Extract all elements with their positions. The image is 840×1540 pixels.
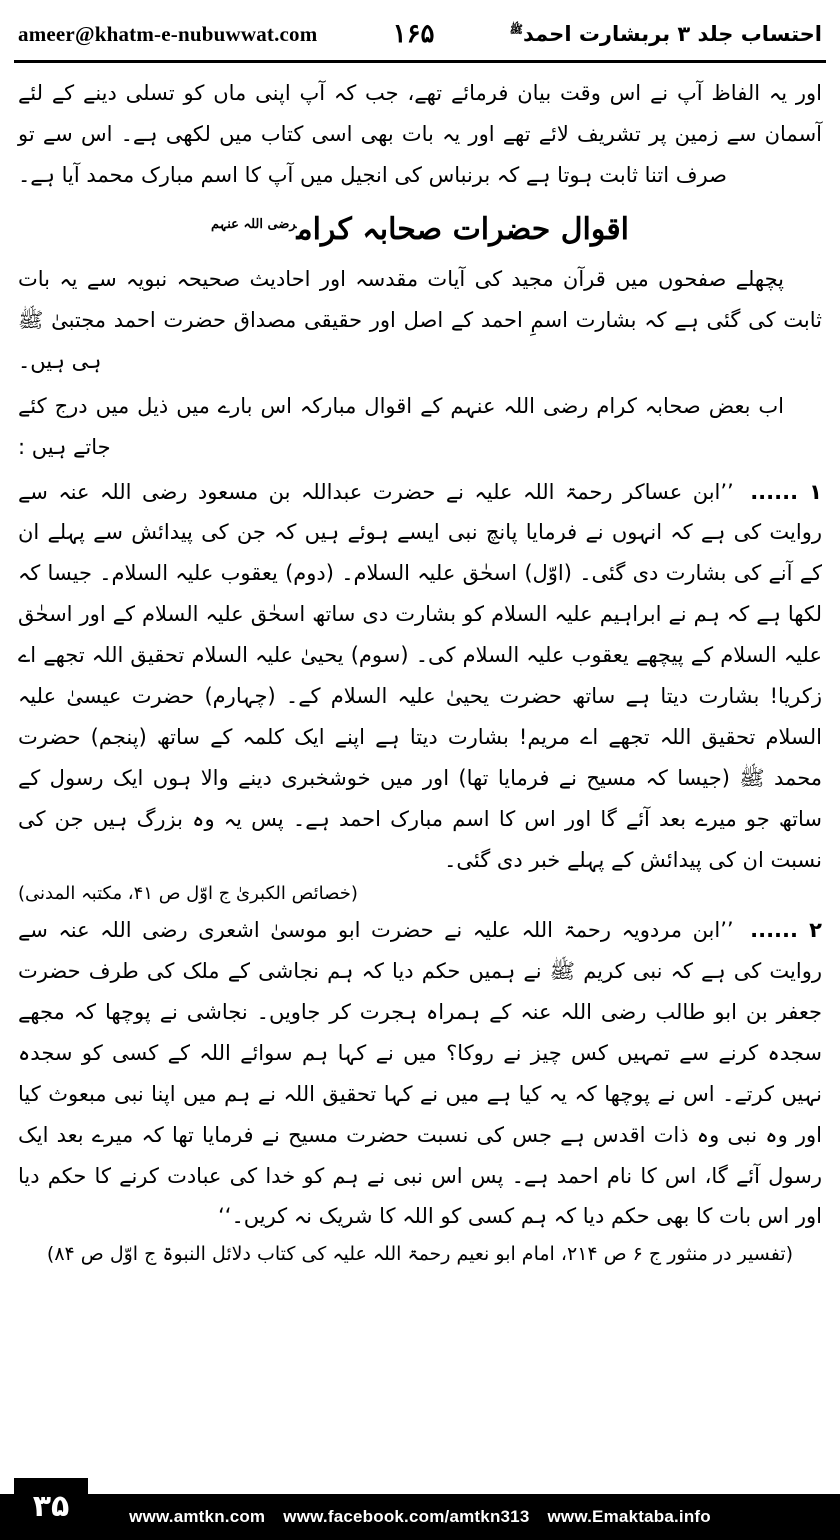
header-page-number: ۱۶۵: [392, 19, 435, 49]
section-heading-text: اقوال حضرات صحابہ کرام: [296, 211, 630, 247]
list-item-reference: (خصائص الکبریٰ ج اوّل ص ۴۱، مکتبہ المدنی): [18, 882, 358, 904]
footer-links: [0, 1494, 840, 1540]
page-header: [0, 0, 840, 58]
section-heading: [18, 212, 822, 247]
footer-page-number: ۳۵: [14, 1478, 88, 1534]
list-item: [18, 472, 822, 881]
list-item: [18, 910, 822, 1238]
page-footer: [0, 1474, 840, 1540]
header-book-title-text: احتساب جلد ۳ بربشارت احمد: [522, 22, 822, 46]
footer-link-facebook[interactable]: www.facebook.com/amtkn313: [283, 1507, 530, 1526]
footer-link-amtkn[interactable]: www.amtkn.com: [129, 1507, 266, 1526]
paragraph-summary: پچھلے صفحوں میں قرآن مجید کی آیات مقدسہ اور احادیث صحیحہ نبویہ سے یہ بات ثابت کی گئی ہے کہ بشارت اسمِ احمد کے اصل اور حقیقی مصداق حضرت احمد مجتبیٰ ﷺ ہی ہیں۔: [18, 266, 822, 373]
list-item-text: ’’ابن عساکر رحمۃ اللہ علیہ نے حضرت عبداللہ بن مسعود رضی اللہ عنہ سے روایت کی ہے کہ انہوں نے فرمایا پانچ نبی ایسے ہوئے ہیں کہ جن کی پیدائش سے پہلے ان کے آنے کی بشارت دی گئی۔ (اوّل) اسحٰق علیہ السلام۔ (دوم) یعقوب علیہ السلام۔ جیسا کہ لکھا ہے کہ ہم نے ابراہیم علیہ السلام کو بشارت دی ساتھ اسحٰق علیہ السلام کے اور اسحٰق علیہ السلام کے پیچھے یعقوب علیہ السلام کی۔ (سوم) یحییٰ علیہ السلام تحقیق اللہ تجھے اے زکریا! بشارت دیتا ہے ساتھ حضرت یحییٰ علیہ السلام کے۔ (چہارم) حضرت عیسیٰ علیہ السلام تحقیق اللہ تجھے اے مریم! بشارت دیتا ہے اپنے ایک کلمہ کے ساتھ (پنجم) حضرت محمد ﷺ (جیسا کہ مسیح نے فرمایا تھا) اور میں خوشخبری دینے والا ہوں ایک رسول کے ساتھ جو میرے بعد آئے گا اور اس کا اسم مبارک احمد ہے۔ پس یہ وہ بزرگ ہیں جن کی نسبت ان کی پیدائش کے پہلے خبر دی گئی۔: [18, 479, 822, 872]
header-book-title: [510, 22, 822, 46]
paragraph-intro: اور یہ الفاظ آپ نے اس وقت بیان فرمائے تھے، جب کہ آپ اپنی ماں کو تسلی دینے کے لئے آسمان سے زمین پر تشریف لائے تھے اور یہ بات بھی اسی کتاب میں لکھی ہے۔ اس سے تو صرف اتنا ثابت ہوتا ہے کہ برنباس کی انجیل میں آپ کا اسم مبارک محمد آیا ہے۔: [18, 81, 822, 187]
footer-link-emaktaba[interactable]: www.Emaktaba.info: [547, 1507, 711, 1526]
list-item-marker: ۱ ......: [750, 479, 822, 504]
paragraph-lead-in: اب بعض صحابہ کرام رضی اللہ عنہم کے اقوال مبارکہ اس بارے میں ذیل میں درج کئے جاتے ہیں :: [18, 393, 784, 459]
list-item-text: ’’ابن مردویہ رحمۃ اللہ علیہ نے حضرت ابو موسیٰ اشعری رضی اللہ عنہ سے روایت کی ہے کہ نبی کریم ﷺ نے ہمیں حکم دیا کہ ہم نجاشی کے ملک کی طرف حضرت جعفر بن ابو طالب رضی اللہ عنہ کے ہمراہ ہجرت کر جاویں۔ نجاشی نے پوچھا کہ مجھے سجدہ کرنے سے تمہیں کس چیز نے روکا؟ میں نے کہا ہم سوائے اللہ کے کسی کو سجدہ نہیں کرتے۔ اس نے پوچھا کہ یہ کیا ہے میں نے کہا تحقیق اللہ نے ہم میں اپنا نبی مبعوث کیا اور وہ نبی وہ ذات اقدس ہے جس کی نسبت حضرت مسیح نے فرمایا تھا کہ میرے بعد ایک رسول آئے گا، اس کا نام احمد ہے۔ پس اس نبی نے ہم کو خدا کی عبادت کرنے کا حکم دیا اور اس بات کا بھی حکم دیا کہ ہم کسی کو اللہ کا شریک نہ کریں۔‘‘: [18, 917, 822, 1229]
header-email: ameer@khatm-e-nubuwwat.com: [18, 21, 318, 46]
section-heading-honorific: رضی اللہ عنہم: [210, 216, 297, 232]
list-item-marker: ۲ ......: [750, 917, 822, 942]
list-item-reference: (تفسیر در منثور ج ۶ ص ۲۱۴، امام ابو نعیم رحمۃ اللہ علیہ کی کتاب دلائل النبوۃ ج اوّل ص ۸۴): [46, 1243, 794, 1266]
page-content: [0, 63, 840, 1265]
header-book-title-honorific: ﷺ: [509, 23, 523, 36]
